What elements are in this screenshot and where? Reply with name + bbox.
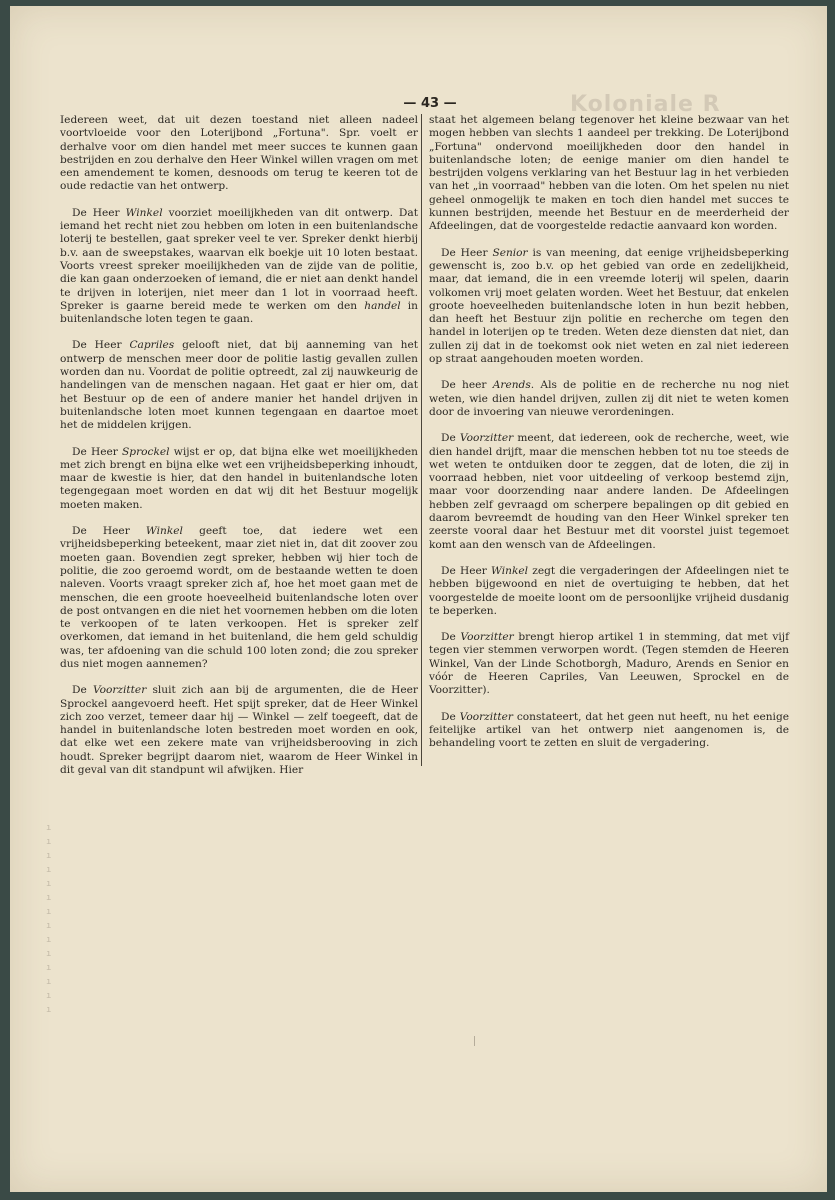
speaker-name: Winkel [145,525,183,538]
paragraph-left-3: De Heer Capriles gelooft niet, dat bij aanneming van het ontwerp de menschen meer door de politie lastig gevallen zullen worden dan nu. Voordat de politie optreedt, zal zij nauwkeurig de handelingen van de menschen nagaan. Het gaat er hier om, dat het Bestuur op de een of andere manier het handel drijven in buitenlandsche loten moet kunnen tegengaan en daartoe moet het de middelen krijgen. [60,339,418,432]
speaker-name: Winkel [491,564,529,577]
paragraph-right-1: staat het algemeen belang tegenover het kleine bezwaar van het mogen hebben van slechts 1 aandeel per trekking. De Loterijbond „Fortuna" ondervond moeilijkheden door den handel in buitenlandsche loten; de eenige manier om dien handel te bestrijden volgens verklaring van het Bestuur lag in het verbieden van het „in voorraad" hebben van die loten. Om het spelen nu niet geheel onmogelijk te maken en toch dien handel met succes te kunnen bestrijden, meende het Bestuur en de meerderheid der Afdeelingen, dat de voorgestelde redactie aanvaard kon worden. [429,114,789,233]
paragraph-left-6: De Voorzitter sluit zich aan bij de argumenten, die de Heer Sprockel aangevoerd heeft. Het spijt spreker, dat de Heer Winkel zich zoo verzet, temeer daar hij — Winkel — zelf toegeeft, dat de handel in buitenlandsche loten bestreden moet worden en ook, dat elke wet een zekere mate van vrijheidsberooving in zich houdt. Spreker begrijpt daarom niet, waarom de Heer Winkel in dit geval van dit standpunt wil afwijken. Hier [60,684,418,777]
paragraph-right-4: De Voorzitter meent, dat iedereen, ook de recherche, weet, wie dien handel drijft, maar die menschen hebben tot nu toe steeds de wet weten te ontduiken door te zeggen, dat de loten, die zij in voorraad hebben, niet voor uitdeeling of verkoop bestemd zijn, maar voor doorzending naar andere landen. De Afdeelingen hebben zelf gevraagd om scherpere bepalingen op dit gebied en daarom bevreemdt de houding van den Heer Winkel spreker ten zeerste vooral daar het Bestuur met dit voorstel juist tegemoet komt aan den wensch van de Afdeelingen. [429,432,790,551]
page-number: — 43 — [403,96,457,111]
paragraph-right-5: De Heer Winkel zegt die vergaderingen der Afdeelingen niet te hebben bijgewoond en niet de overtuiging te hebben, dat het voorgestelde de moeite loont om de persoonlijke vrijheid dusdanig te beperken. [429,564,789,617]
speaker-name: Voorzitter [460,631,514,644]
paper-mark [474,1036,475,1046]
speaker-name: Voorzitter [459,710,513,723]
speaker-name: Senior [492,246,528,259]
paragraph-left-2: De Heer Winkel voorziet moeilijkheden van dit ontwerp. Dat iemand het recht niet zou hebben om loten in een buitenlandsche loterij te bestellen, gaat spreker veel te ver. Spreker denkt hierbij b.v. aan de sweepstakes, waarvan elk boekje uit 10 loten bestaat. Voorts vreest spreker moeilijkheden van de zijde van de politie, die kan gaan onderzoeken of iemand, die er niet aan denkt handel te drijven in loterijen, niet meer dan 1 lot in voorraad heeft. Spreker is gaarne bereid mede te werken om den handel in buitenlandsche loten tegen te gaan. [60,206,418,326]
paragraph-right-2: De Heer Senior is van meening, dat eenige vrijheidsbeperking gewenscht is, zoo b.v. op het gebied van orde en zedelijkheid, maar, dat iemand, die in een vreemde loterij wil spelen, daarin volkomen vrij moet gelaten worden. Weet het Bestuur, dat enkelen groote hoeveelheden buitenlandsche loten in hun bezit hebben, dan heeft het Bestuur zijn politie en recherche om tegen den handel in loterijen op te treden. Weten deze diensten dat niet, dan zullen zij dat in de toekomst ook niet weten en zal niet iedereen op straat aangehouden moeten worden. [429,246,789,366]
speaker-name: Voorzitter [459,432,514,445]
speaker-name: Capriles [129,339,175,352]
column-rule [421,114,422,766]
paragraph-left-5: De Heer Winkel geeft toe, dat iedere wet een vrijheidsbeperking beteekent, maar ziet niet in, dat dit zoover zou moeten gaan. Bovendien zegt spreker, hebben wij hier toch de politie, die zoo geroemd wordt, om de bestaande wetten te doen naleven. Voorts vraagt spreker zich af, hoe het moet gaan met de menschen, die een groote hoeveelheid buitenlandsche loten over de post ontvangen en die niet het voornemen hebben om die loten te verkoopen of te laten verkoopen. Het is spreker zelf overkomen, dat iemand in het buitenland, die hem geld schuldig was, ter afdoening van die schuld 100 loten zond; die zou spreker dus niet mogen aannemen? [60,525,418,670]
paragraph-right-6: De Voorzitter brengt hierop artikel 1 in stemming, dat met vijf tegen vier stemmen verworpen wordt. (Tegen stemden de Heeren Winkel, Van der Linde Schotborgh, Maduro, Arends en Senior en vóór de Heeren Capriles, Van Leeuwen, Sprockel en de Voorzitter). [429,631,789,697]
right-column [429,114,789,763]
speaker-name: Arends [492,379,531,392]
speaker-name: Voorzitter [92,684,147,697]
show-through-heading: Koloniale R [570,92,721,117]
paragraph-right-7: De Voorzitter constateert, dat het geen nut heeft, nu het eenige feitelijke artikel van het ontwerp niet aangenomen is, de behandeling voort te zetten en sluit de vergadering. [429,710,789,750]
paragraph-left-1: Iedereen weet, dat uit dezen toestand niet alleen nadeel voortvloeide voor den Loterijbond „Fortuna". Spr. voelt er derhalve voor om dien handel met meer succes te kunnen gaan bestrijden en zou derhalve den Heer Winkel willen vragen om met een amendement te komen, desnoods om terug te keeren tot de oude redactie van het ontwerp. [60,114,418,193]
left-column [60,114,418,790]
paragraph-right-3: De heer Arends. Als de politie en de recherche nu nog niet weten, wie dien handel drijven, zullen zij dit niet te weten komen door de invoering van nieuwe verordeningen. [429,379,789,418]
speaker-name: Sprockel [122,445,170,458]
faint-margin-marks: ı ı ı ı ı ı ı ı ı ı ı ı ı ı [46,823,52,1015]
speaker-name: Winkel [125,206,163,219]
document-page [10,6,827,1192]
paragraph-left-4: De Heer Sprockel wijst er op, dat bijna elke wet moeilijkheden met zich brengt en bijna elke wet een vrijheidsbeperking inhoudt, maar de kwestie is hier, dat den handel in buitenlandsche loten tegengegaan moet worden en dat wij dit het Bestuur mogelijk moeten maken. [60,445,418,511]
